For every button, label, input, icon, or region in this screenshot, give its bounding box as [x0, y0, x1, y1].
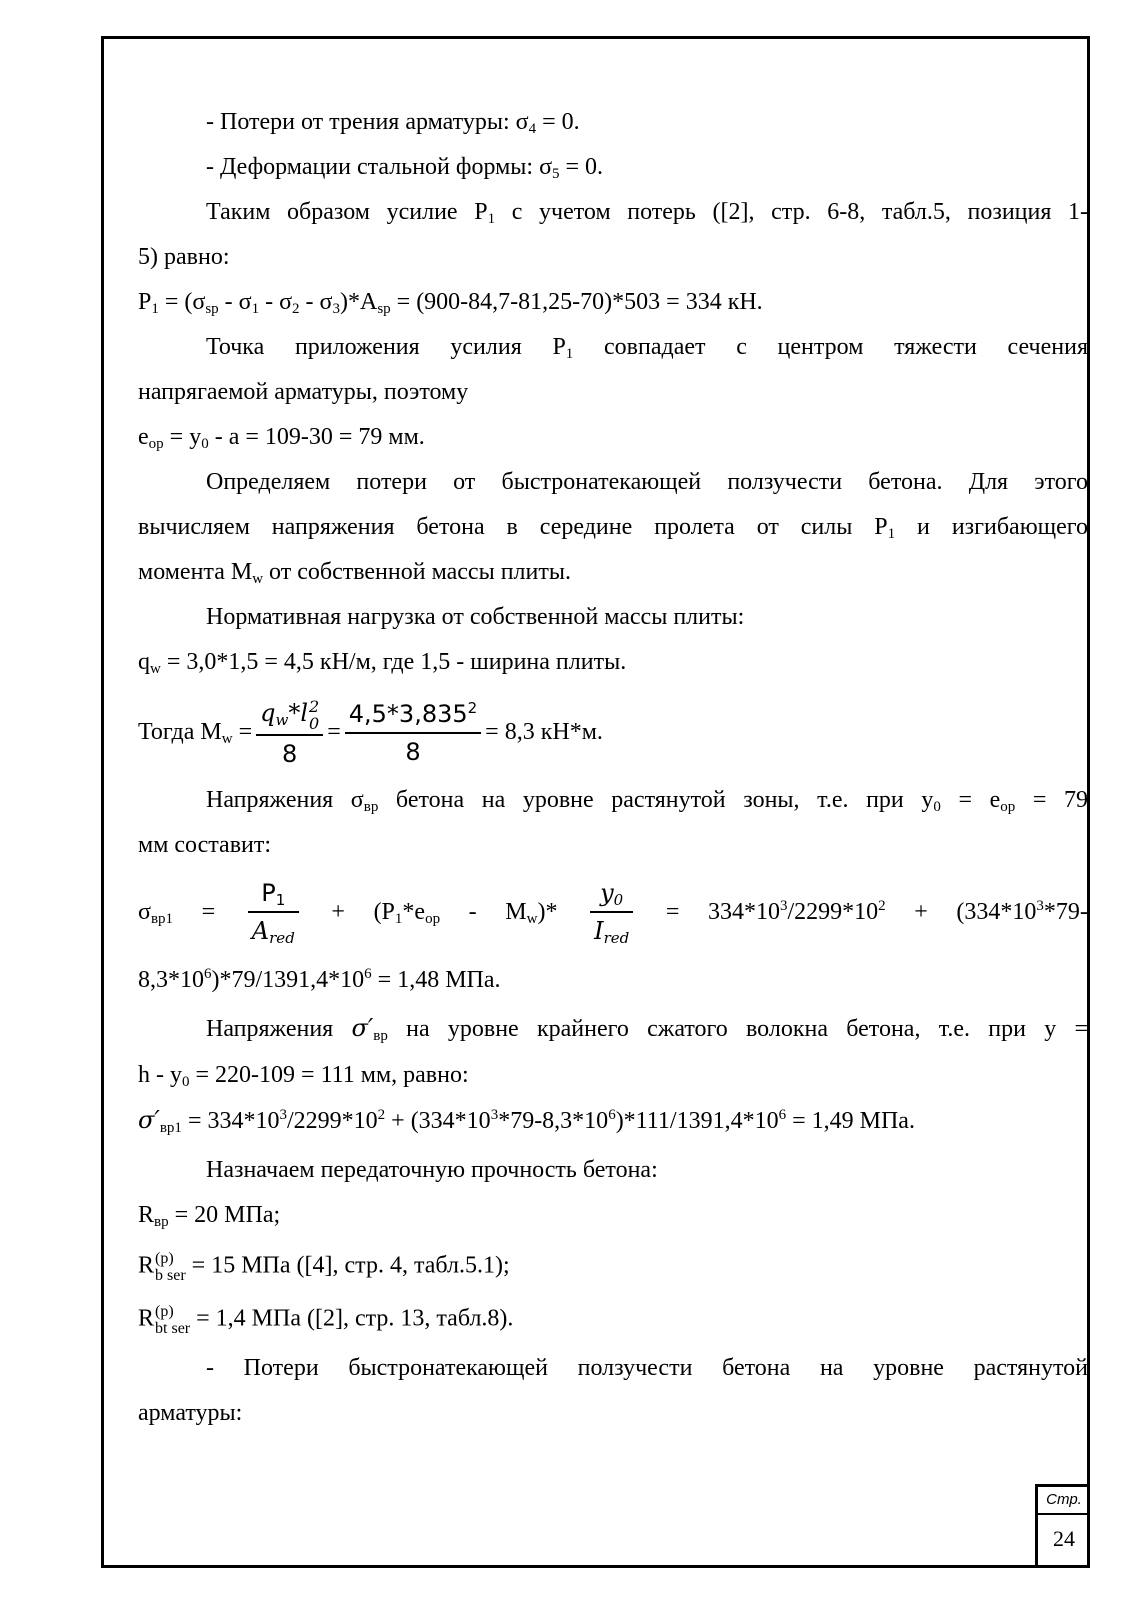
fraction-mw-2: $\frac{4,5*3,835^2}{8}$: [345, 698, 481, 768]
page-number-box: [1035, 1484, 1090, 1568]
formula-p1: $P_1 = (\sigma_{sp} - \sigma_1 - \sigma_2 - \sigma_3)*A_{sp} = (900-84,7-81,25-70)*503 = 334$ кН.: [138, 289, 763, 317]
text-line-9: Определяем потери от быстронатекающей ползучести бетона. Для этого: [206, 469, 1088, 495]
text-line-4: 5) равно:: [138, 244, 230, 270]
text-line-18: $8,3*10^6)*79/1391,4*10^6 = 1,48$ МПа.: [138, 966, 501, 993]
formula-rb-ser: R (p) b ser = 15 МПа ([4], стр. 4, табл.5.1);: [138, 1250, 510, 1284]
text-line-6: Точка приложения усилия $P_1$ совпадает с центром тяжести сечения: [206, 334, 1088, 362]
formula-rbp: $R_{вр} = 20$ МПа;: [138, 1202, 281, 1230]
text-line-2: - Деформации стальной формы: $\sigma_5 = 0$.: [206, 154, 604, 182]
formula-rbt-ser: R (p) bt ser = 1,4 МПа ([2], стр. 13, табл.8).: [138, 1303, 514, 1337]
fraction-p1-ared: $\frac{P_1}{A_{red}}$: [248, 877, 299, 947]
text-line-22: Назначаем передаточную прочность бетона:: [206, 1157, 658, 1183]
text-line-27: арматуры:: [138, 1400, 243, 1426]
text-line-3: Таким образом усилие $P_1$ с учетом потерь ([2], стр. 6-8, табл.5, позиция 1-: [206, 199, 1089, 227]
fraction-y0-ired: $\frac{y_0}{I_{red}}$: [590, 877, 633, 947]
text-line-16: мм составит:: [138, 832, 272, 858]
formula-eop: $e_{op} = y_0 - a = 109-30 = 79$ мм.: [138, 424, 425, 452]
page-label: Стр.: [1038, 1487, 1090, 1515]
formula-sigma-prime-bp1: $\sigma'_{вр1} = 334*10^3/2299*10^2 + (334*10^3*79-8,3*10^6)*111/1391,4*10^6 = 1,49$ МПа.: [138, 1106, 915, 1136]
formula-sigma-bp1: $\sigma_{вр1}$ = $\frac{P_1}{A_{red}}$ + ($P_1*e_{op}$ - $M_w)*$ $\frac{y_0}{I_{red}}$ = $334*10^3/2299*10^2$ + ($334*10^3*79-$: [138, 879, 1088, 947]
text-line-19: Напряжения $\sigma'_{вр}$ на уровне крайнего сжатого волокна бетона, т.е. при y =: [206, 1014, 1088, 1044]
text-line-11: момента $M_w$ от собственной массы плиты.: [138, 559, 571, 587]
text-line-26: - Потери быстронатекающей ползучести бетона на уровне растянутой: [206, 1355, 1088, 1381]
text-line-15: Напряжения $\sigma_{вр}$ бетона на уровне растянутой зоны, т.е. при $y_0 = e_{op} = 79$: [206, 787, 1088, 815]
page-number: 24: [1053, 1526, 1075, 1551]
text-line-12: Нормативная нагрузка от собственной массы плиты:: [206, 604, 745, 630]
formula-qw: $q_w = 3,0*1,5 = 4,5$ кН/м, где 1,5 - ширина плиты.: [138, 649, 627, 677]
text-line-20: $h - y_0 = 220-109 = 111$ мм, равно:: [138, 1062, 469, 1090]
formula-mw: Тогда $M_w$ = $q_w*l$ 2 0 8 = $\frac{4,5*3,835^2}{8}$ = 8,3 кН*м.: [138, 696, 603, 768]
text-line-7: напрягаемой арматуры, поэтому: [138, 379, 469, 405]
fraction-mw-1: $q_w*l$ 2 0 8: [256, 697, 323, 770]
text-line-10: вычисляем напряжения бетона в середине пролета от силы $P_1$ и изгибающего: [138, 514, 1088, 542]
text-line-1: - Потери от трения арматуры: $\sigma_4 = 0$.: [206, 109, 580, 137]
